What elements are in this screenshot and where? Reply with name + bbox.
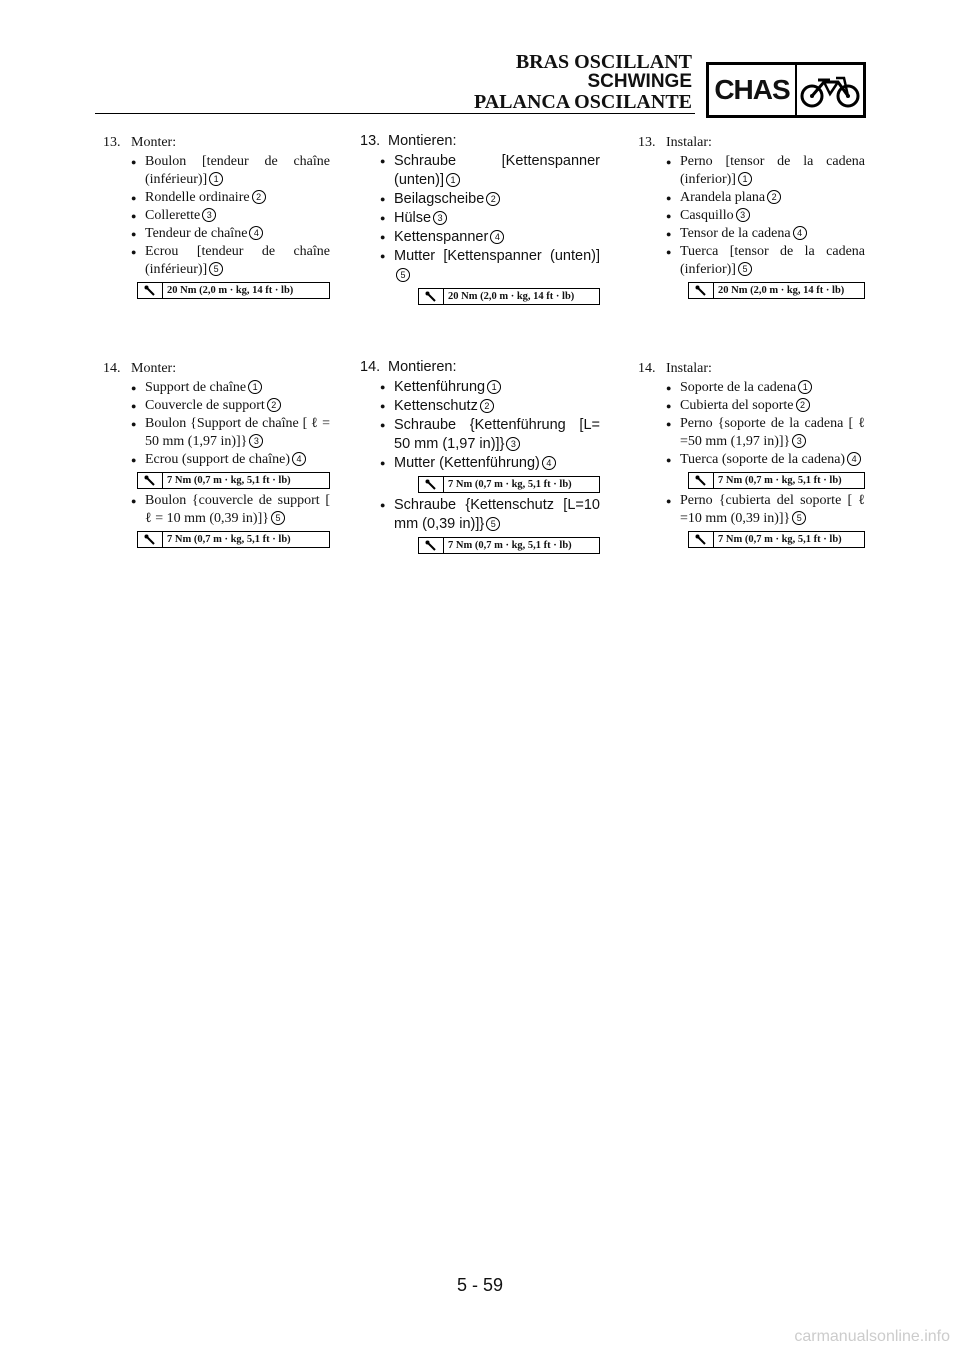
callout-number: 5 <box>209 262 223 276</box>
callout-number: 3 <box>506 437 520 451</box>
list-item: ● Kettenschutz 2 <box>380 397 600 416</box>
step-title: Instalar: <box>666 135 712 150</box>
parts-list <box>630 153 865 279</box>
torque-spec <box>418 537 600 554</box>
torque-value: 7 Nm (0,7 m · kg, 5,1 ft · lb) <box>718 474 842 486</box>
step-number: 13. <box>638 135 656 150</box>
list-item: ● Ecrou [tendeur de chaîne (inférieur)] 5 <box>131 243 330 279</box>
de-step-14 <box>352 358 600 557</box>
callout-number: 3 <box>736 208 750 222</box>
list-item: ● Beilagscheibe 2 <box>380 190 600 209</box>
callout-number: 4 <box>490 230 504 244</box>
torque-wrench-icon <box>138 283 163 298</box>
list-item: ● Cubierta del soporte 2 <box>666 397 865 415</box>
step-title: Montieren: <box>388 359 457 375</box>
list-item: ● Boulon [tendeur de chaîne (inférieur)] 1 <box>131 153 330 189</box>
fr-step-13 <box>95 134 330 302</box>
torque-wrench-icon <box>419 538 444 553</box>
parts-list <box>95 153 330 279</box>
step-number: 13. <box>360 133 381 149</box>
torque-spec <box>688 282 865 299</box>
list-item: ● Perno [tensor de la cadena (inferior)] 1 <box>666 153 865 189</box>
step-number: 14. <box>103 361 121 376</box>
callout-number: 5 <box>738 262 752 276</box>
list-item: ● Kettenspanner 4 <box>380 228 600 247</box>
torque-spec <box>137 282 330 299</box>
torque-spec <box>137 472 330 489</box>
torque-value: 20 Nm (2,0 m · kg, 14 ft · lb) <box>718 284 845 296</box>
step-title: Monter: <box>131 135 177 150</box>
badge-label: CHAS <box>709 65 797 115</box>
list-item: ● Boulon {couvercle de support [ ℓ = 10 mm (0,39 in)]} 5 <box>131 492 330 528</box>
torque-spec <box>688 531 865 548</box>
torque-value: 7 Nm (0,7 m · kg, 5,1 ft · lb) <box>167 474 291 486</box>
es-step-14 <box>630 360 865 551</box>
torque-value: 7 Nm (0,7 m · kg, 5,1 ft · lb) <box>448 479 572 490</box>
fr-step-14 <box>95 360 330 551</box>
step-number: 14. <box>638 361 656 376</box>
chapter-badge <box>706 62 866 118</box>
callout-number: 3 <box>792 434 806 448</box>
torque-value: 20 Nm (2,0 m · kg, 14 ft · lb) <box>448 291 575 302</box>
callout-number: 2 <box>480 399 494 413</box>
list-item: ● Tuerca (soporte de la cadena) 4 <box>666 451 865 469</box>
page-number: 5 - 59 <box>456 1275 504 1295</box>
torque-spec <box>137 531 330 548</box>
parts-list <box>630 492 865 528</box>
callout-number: 5 <box>486 517 500 531</box>
list-item: ● Mutter [Kettenspanner (unten)]5 <box>380 247 600 285</box>
list-item: ● Schraube [Kettenspanner (unten)] 1 <box>380 152 600 190</box>
torque-wrench-icon <box>138 532 163 547</box>
parts-list <box>352 496 600 534</box>
section-title <box>474 52 692 112</box>
header-rule <box>95 113 695 114</box>
step-number: 14. <box>360 359 381 375</box>
callout-number: 4 <box>292 452 306 466</box>
callout-number: 2 <box>252 190 266 204</box>
callout-number: 2 <box>767 190 781 204</box>
list-item: ● Soporte de la cadena 1 <box>666 379 865 397</box>
torque-wrench-icon <box>689 473 714 488</box>
es-step-13 <box>630 134 865 302</box>
callout-number: 4 <box>847 452 861 466</box>
step-title: Instalar: <box>666 361 712 376</box>
parts-list <box>352 378 600 473</box>
list-item: ● Perno {cubierta del soporte [ ℓ =10 mm (0,39 in)]} 5 <box>666 492 865 528</box>
callout-number: 2 <box>796 398 810 412</box>
list-item: ● Mutter (Kettenführung) 4 <box>380 454 600 473</box>
list-item: ● Schraube {Kettenführung [L= 50 mm (1,97 in)]} 3 <box>380 416 600 454</box>
torque-value: 7 Nm (0,7 m · kg, 5,1 ft · lb) <box>448 540 572 551</box>
step-title: Monter: <box>131 361 177 376</box>
list-item: ● Casquillo 3 <box>666 207 865 225</box>
torque-spec <box>688 472 865 489</box>
torque-wrench-icon <box>419 477 444 492</box>
torque-wrench-icon <box>419 289 444 304</box>
parts-list <box>95 492 330 528</box>
callout-number: 1 <box>798 380 812 394</box>
torque-value: 7 Nm (0,7 m · kg, 5,1 ft · lb) <box>167 533 291 545</box>
callout-number: 3 <box>249 434 263 448</box>
title-de: SCHWINGE <box>587 71 692 92</box>
title-es: PALANCA OSCILANTE <box>474 91 692 113</box>
list-item: ● Tendeur de chaîne 4 <box>131 225 330 243</box>
watermark[interactable]: carmanualsonline.info <box>794 1328 950 1345</box>
list-item: ● Collerette 3 <box>131 207 330 225</box>
list-item: ● Tuerca [tensor de la cadena (inferior)] 5 <box>666 243 865 279</box>
list-item: ● Support de chaîne 1 <box>131 379 330 397</box>
motorcycle-icon <box>797 65 863 115</box>
list-item: ● Ecrou (support de chaîne) 4 <box>131 451 330 469</box>
callout-number: 1 <box>248 380 262 394</box>
de-step-13 <box>352 132 600 308</box>
callout-number: 2 <box>267 398 281 412</box>
callout-number: 4 <box>793 226 807 240</box>
list-item: ● Kettenführung 1 <box>380 378 600 397</box>
parts-list <box>630 379 865 469</box>
torque-value: 7 Nm (0,7 m · kg, 5,1 ft · lb) <box>718 533 842 545</box>
callout-number: 3 <box>202 208 216 222</box>
callout-number: 1 <box>738 172 752 186</box>
callout-number: 3 <box>433 211 447 225</box>
callout-number: 1 <box>446 173 460 187</box>
callout-number: 4 <box>249 226 263 240</box>
torque-wrench-icon <box>689 283 714 298</box>
parts-list <box>95 379 330 469</box>
torque-value: 20 Nm (2,0 m · kg, 14 ft · lb) <box>167 284 294 296</box>
torque-spec <box>418 476 600 493</box>
torque-wrench-icon <box>689 532 714 547</box>
list-item: ● Arandela plana 2 <box>666 189 865 207</box>
callout-number: 5 <box>396 268 410 282</box>
list-item: ● Rondelle ordinaire 2 <box>131 189 330 207</box>
callout-number: 5 <box>792 511 806 525</box>
torque-spec <box>418 288 600 305</box>
list-item: ● Tensor de la cadena 4 <box>666 225 865 243</box>
step-title: Montieren: <box>388 133 457 149</box>
list-item: ● Boulon {Support de chaîne [ ℓ = 50 mm (1,97 in)]} 3 <box>131 415 330 451</box>
list-item: ● Perno {soporte de la cadena [ ℓ =50 mm (1,97 in)]} 3 <box>666 415 865 451</box>
parts-list <box>352 152 600 285</box>
list-item: ● Hülse 3 <box>380 209 600 228</box>
callout-number: 2 <box>486 192 500 206</box>
list-item: ● Schraube {Kettenschutz [L=10 mm (0,39 in)]} 5 <box>380 496 600 534</box>
torque-wrench-icon <box>138 473 163 488</box>
callout-number: 1 <box>487 380 501 394</box>
title-fr: BRAS OSCILLANT <box>515 51 692 73</box>
list-item: ● Couvercle de support 2 <box>131 397 330 415</box>
callout-number: 5 <box>271 511 285 525</box>
callout-number: 4 <box>542 456 556 470</box>
step-number: 13. <box>103 135 121 150</box>
callout-number: 1 <box>209 172 223 186</box>
